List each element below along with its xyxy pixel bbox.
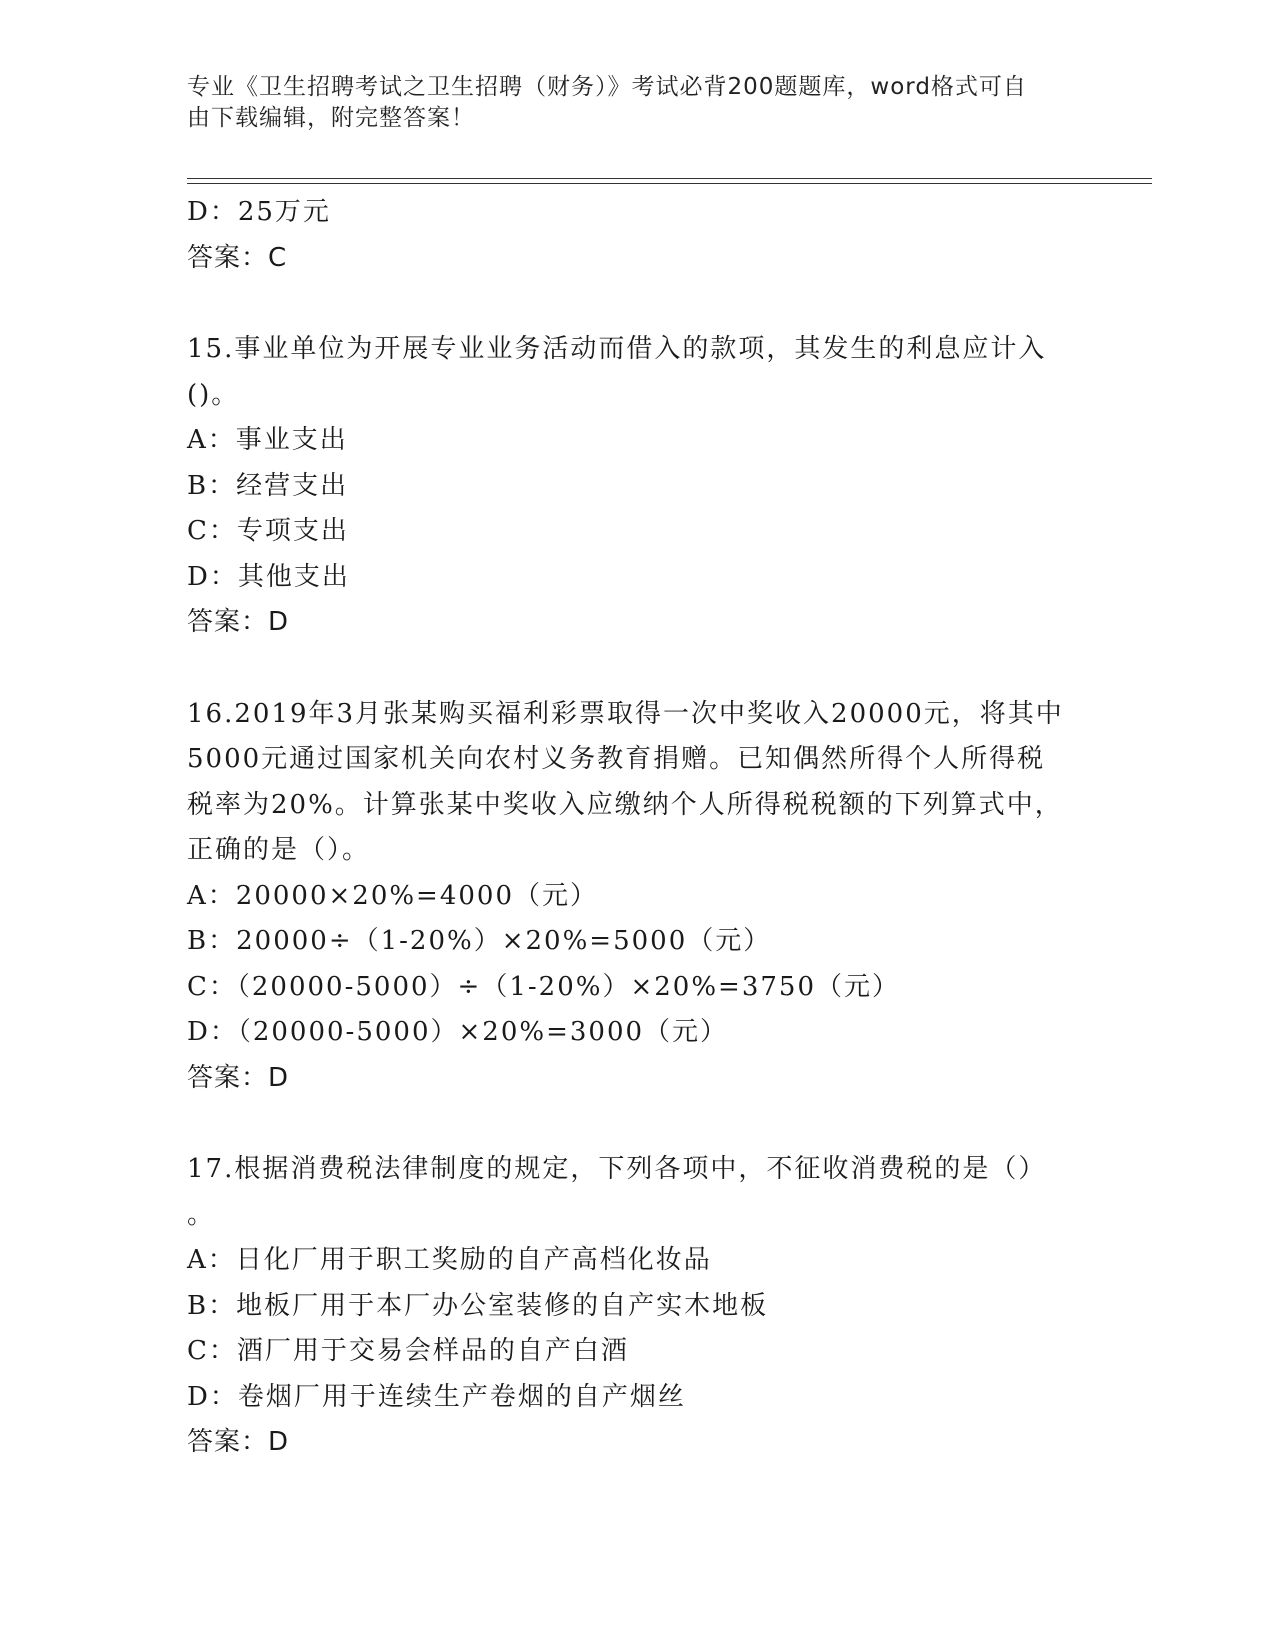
page-header bbox=[187, 72, 1067, 134]
answer: 答案：D bbox=[187, 1062, 290, 1093]
option-a: A：事业支出 bbox=[187, 425, 348, 455]
question-text-line: 15.事业单位为开展专业业务活动而借入的款项，其发生的利息应计入 bbox=[187, 334, 1047, 364]
question-text-line: 5000元通过国家机关向农村义务教育捐赠。已知偶然所得个人所得税 bbox=[187, 744, 1046, 774]
question-text-line: 17.根据消费税法律制度的规定，下列各项中，不征收消费税的是（） bbox=[187, 1154, 1047, 1184]
question-text-line: ()。 bbox=[187, 379, 240, 410]
spacer bbox=[187, 646, 1087, 692]
option-c: C：专项支出 bbox=[187, 516, 349, 546]
question-text-line: 正确的是（）。 bbox=[187, 835, 371, 865]
option-c: C：酒厂用于交易会样品的自产白酒 bbox=[187, 1336, 629, 1366]
header-line-1: 专业《卫生招聘考试之卫生招聘（财务）》考试必背200题题库，word格式可自 bbox=[187, 74, 1027, 100]
option-d: D：卷烟厂用于连续生产卷烟的自产烟丝 bbox=[187, 1381, 686, 1412]
header-divider-top bbox=[187, 178, 1152, 179]
header-line-2: 由下载编辑，附完整答案！ bbox=[187, 105, 475, 131]
option-a: A：日化厂用于职工奖励的自产高档化妆品 bbox=[187, 1245, 712, 1275]
option-a: A：20000×20%=4000（元） bbox=[187, 880, 599, 911]
spacer bbox=[187, 1101, 1087, 1147]
option-b: B：地板厂用于本厂办公室装修的自产实木地板 bbox=[187, 1290, 769, 1321]
question-content bbox=[187, 190, 1087, 1466]
question-17 bbox=[187, 1147, 1087, 1466]
option-d: D：其他支出 bbox=[187, 561, 350, 592]
question-text-line: 税率为20%。计算张某中奖收入应缴纳个人所得税税额的下列算式中， bbox=[187, 789, 1063, 820]
option-d: D：25万元 bbox=[187, 197, 331, 227]
header-divider-bottom bbox=[187, 183, 1152, 184]
option-c: C：（20000-5000）÷（1-20%）×20%=3750（元） bbox=[187, 971, 900, 1002]
question-15 bbox=[187, 327, 1087, 646]
question-text-line: 16.2019年3月张某购买福利彩票取得一次中奖收入20000元，将其中 bbox=[187, 698, 1064, 729]
spacer bbox=[187, 281, 1087, 327]
answer: 答案：C bbox=[187, 242, 288, 273]
question-16 bbox=[187, 692, 1087, 1102]
option-b: B：经营支出 bbox=[187, 470, 349, 501]
answer: 答案：D bbox=[187, 1427, 290, 1457]
question-text-line: 。 bbox=[187, 1199, 216, 1230]
option-d: D：（20000-5000）×20%=3000（元） bbox=[187, 1017, 729, 1047]
answer: 答案：D bbox=[187, 607, 290, 637]
option-b: B：20000÷（1-20%）×20%=5000（元） bbox=[187, 926, 772, 956]
